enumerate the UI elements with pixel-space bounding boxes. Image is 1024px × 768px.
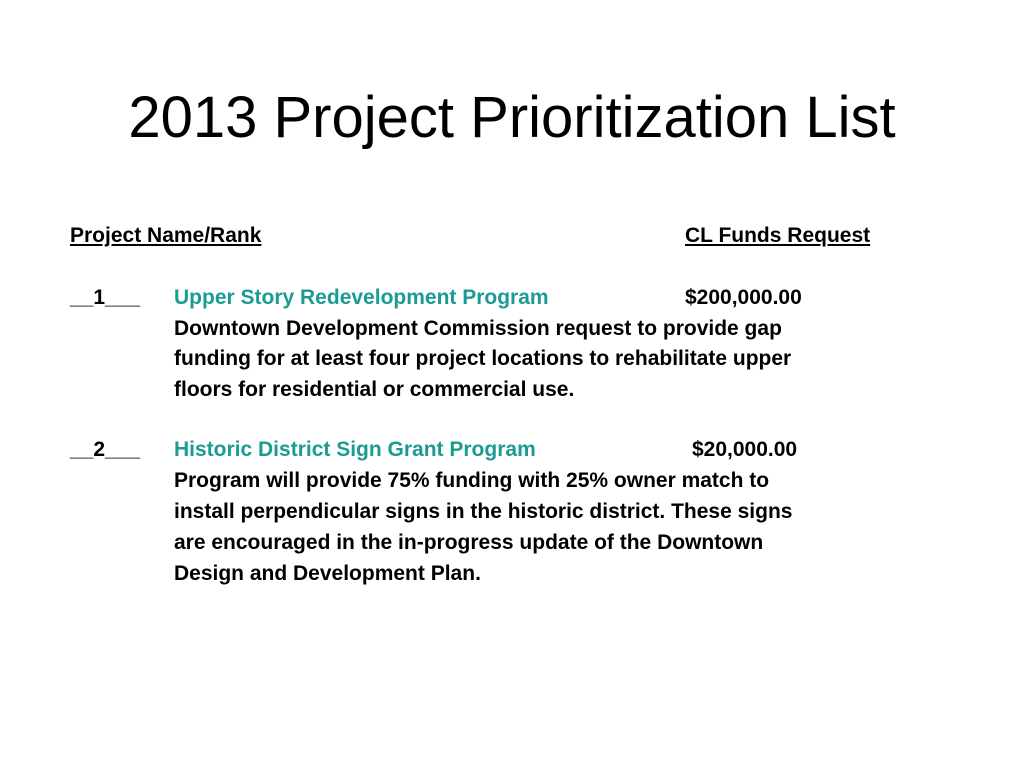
project-name: Historic District Sign Grant Program [174, 438, 536, 461]
project-description-line: floors for residential or commercial use. [174, 378, 575, 401]
rank-blank: __1___ [70, 286, 141, 309]
project-description-line: Downtown Development Commission request to provide gap [174, 317, 782, 340]
project-description-line: funding for at least four project locations to rehabilitate upper [174, 347, 792, 370]
slide-title: 2013 Project Prioritization List [128, 85, 896, 150]
project-name-rank-header: Project Name/Rank [70, 224, 262, 247]
project-description-line: Design and Development Plan. [174, 562, 481, 585]
funds-amount: $20,000.00 [692, 438, 798, 461]
project-description-line: Program will provide 75% funding with 25% owner match to [174, 469, 770, 492]
funds-amount: $200,000.00 [685, 286, 802, 309]
project-name: Upper Story Redevelopment Program [174, 286, 549, 309]
project-description-line: install perpendicular signs in the historic district. These signs [174, 500, 793, 523]
cl-funds-request-header: CL Funds Request [685, 224, 871, 247]
project-description-line: are encouraged in the in-progress update of the Downtown [174, 531, 764, 554]
rank-blank: __2___ [70, 438, 141, 461]
